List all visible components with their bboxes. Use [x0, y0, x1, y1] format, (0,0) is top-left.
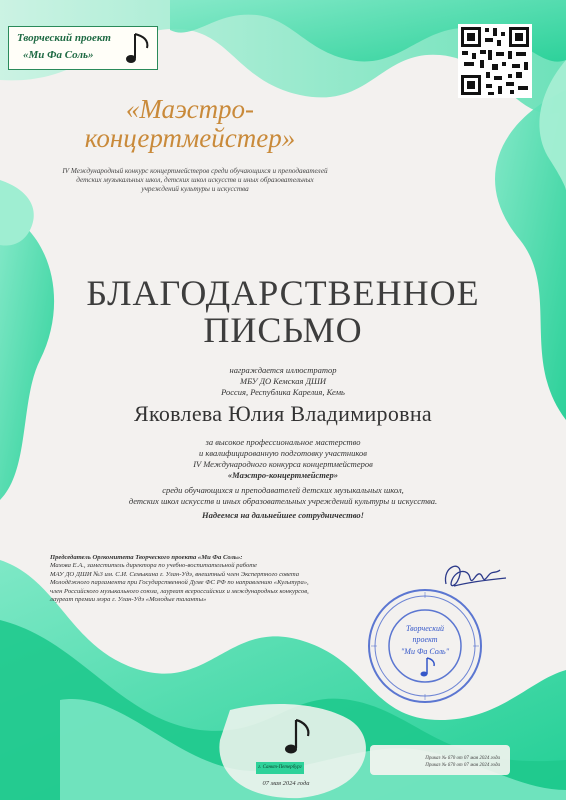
award-line1: награждается иллюстратор	[229, 365, 337, 375]
chair-line4: член Российского музыкального союза, лауреат всероссийских и международных конкурсов,	[50, 587, 309, 595]
contest-title	[80, 95, 300, 153]
reason-text-2	[0, 485, 566, 507]
award-line2: МБУ ДО Кемская ДШИ	[240, 376, 326, 386]
chair-line2: МАУ ДО ДШИ №3 им. С.И. Семыкина г. Улан-Удэ, внештный член Экспертного совета	[50, 570, 300, 578]
logo-line2: «Ми Фа Соль»	[23, 49, 94, 61]
award-line3: Россия, Республика Карелия, Кемь	[221, 387, 345, 397]
music-note-icon	[123, 30, 153, 68]
logo-line1: Творческий проект	[17, 32, 111, 44]
reason-line4: «Маэстро-концертмейстер»	[227, 470, 339, 480]
certificate-title	[0, 275, 566, 349]
order-line2: Приказ № 670 от 07 мая 2024 года	[425, 762, 500, 768]
chair-line1: Махова Е.А., заместитель директора по учебно-воспитательной работе	[50, 562, 257, 570]
contest-title-line2: концертмейстер»	[84, 123, 296, 153]
stamp-line2: проект	[412, 635, 438, 644]
chair-line5: лауреат премии мэра г. Улан-Удэ «Молодые таланты»	[50, 596, 207, 604]
qr-code-icon[interactable]	[458, 24, 532, 98]
reason-line1: за высокое профессиональное мастерство	[205, 437, 361, 447]
contest-subtitle: IV Международный конкурс концертмейстеров среди обучающихся и преподавателей детских музыкальных школ, детских школ искусств и иных образовательных учреждений культуры и искусства	[62, 167, 328, 193]
chairperson-block	[50, 554, 380, 604]
city-label: г. Санкт-Петербург	[256, 762, 304, 774]
stamp-line1: Творческий	[406, 624, 444, 633]
order-line1: Приказ № 670 от 07 мая 2024 года	[425, 756, 500, 761]
certificate-title-line1: БЛАГОДАРСТВЕННОЕ	[86, 273, 480, 313]
stamp-line3: "Ми Фа Соль"	[400, 647, 450, 656]
chair-line3: Молодёжного парламента при Государственной Думе ФС РФ по направлению «Культура»,	[50, 579, 309, 587]
award-text	[0, 365, 566, 398]
reason-line3: IV Международного конкурса концертмейстеров	[193, 459, 373, 469]
reason-text	[0, 437, 566, 481]
reason-line5: среди обучающихся и преподавателей детских музыкальных школ,	[162, 485, 404, 495]
reason-line2: и квалифицированную подготовку участников	[199, 448, 367, 458]
certificate-title-line2: ПИСЬМО	[203, 310, 363, 350]
stamp-seal	[365, 586, 485, 706]
recipient-name: Яковлева Юлия Владимировна	[134, 401, 432, 426]
reason-line6: детских школ искусств и иных образовательных учреждений культуры и искусства.	[128, 496, 438, 506]
issue-date: 07 мая 2024 года	[262, 780, 310, 787]
project-logo	[8, 26, 158, 70]
order-reference	[380, 756, 500, 769]
contest-title-line1: «Маэстро-	[125, 94, 255, 124]
chair-head: Председатель Оргкомитета Творческого проекта «Ми Фа Соль»:	[50, 554, 243, 561]
thanks-text: Надеемся на дальнейшее сотрудничество!	[201, 510, 364, 520]
music-note-icon	[282, 716, 312, 760]
